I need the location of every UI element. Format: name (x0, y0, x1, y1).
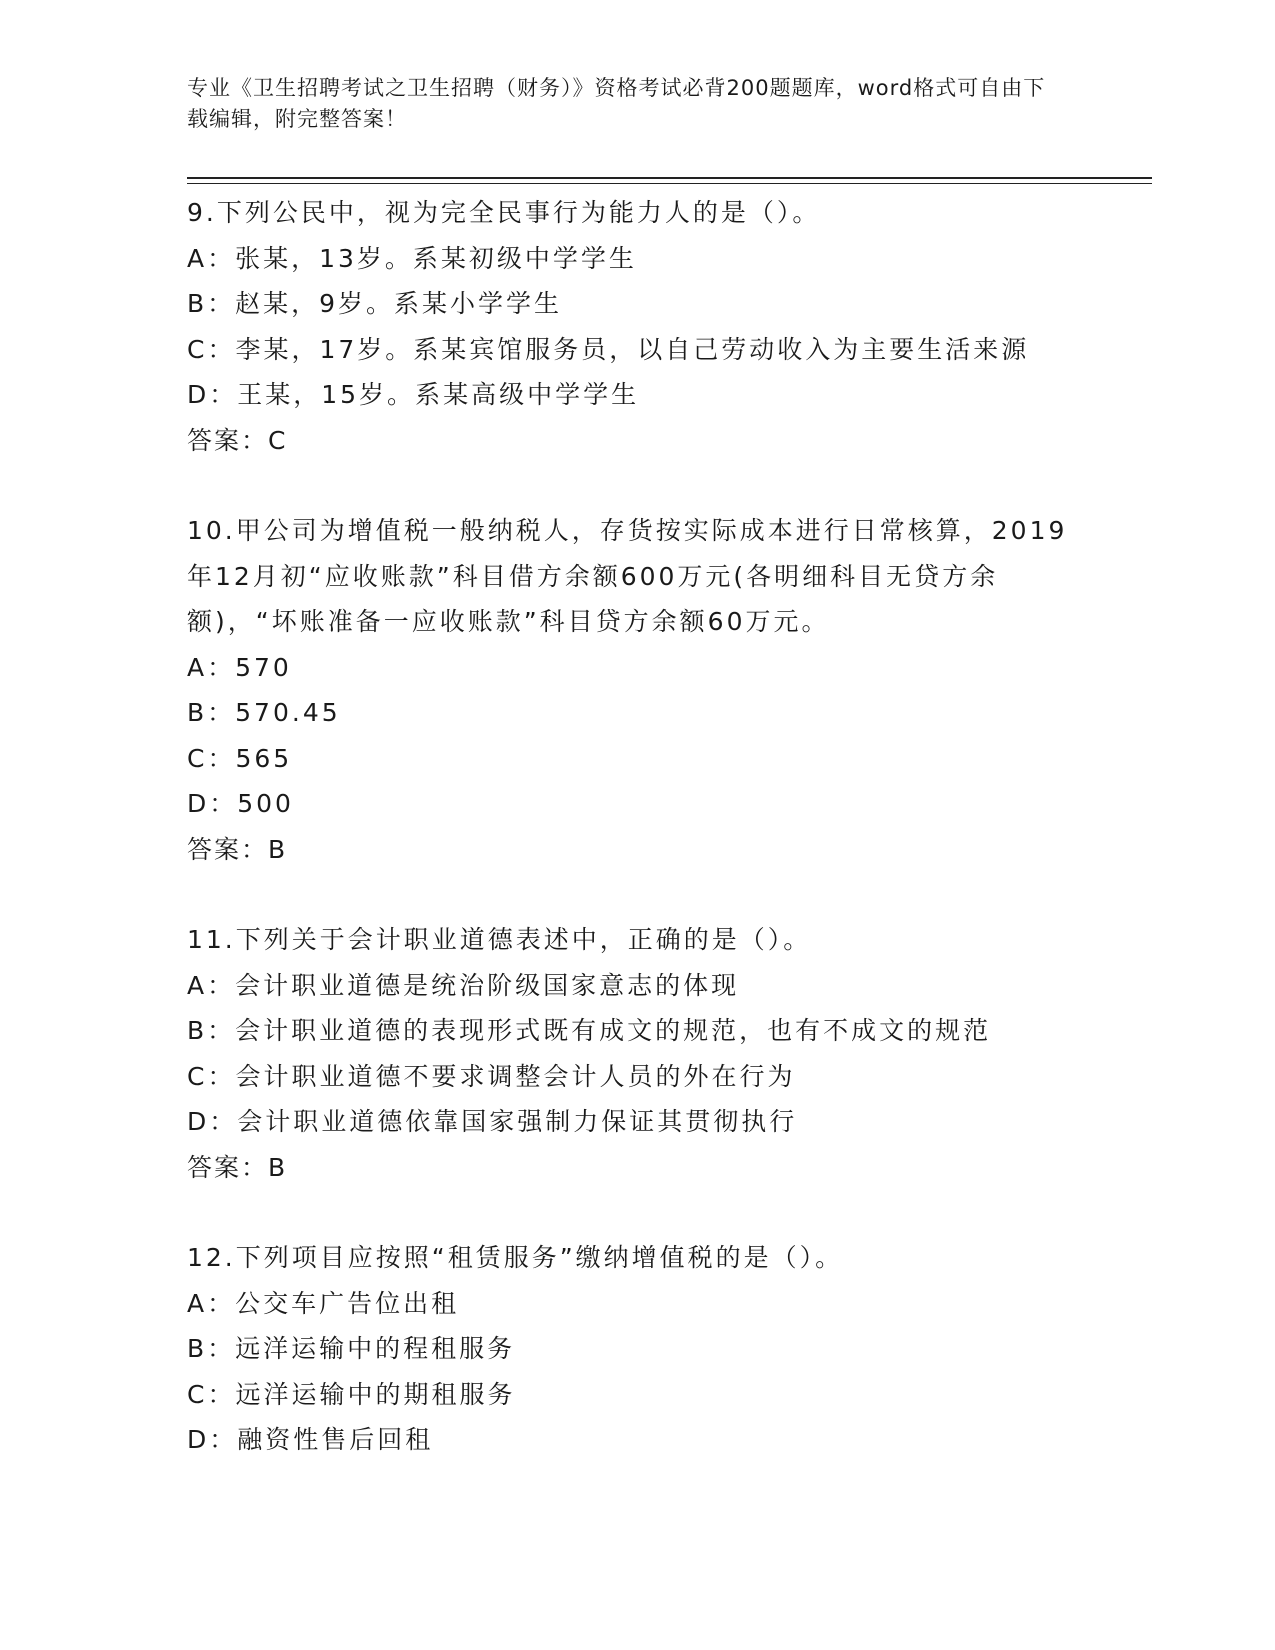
answer-label: 答案： (187, 834, 269, 864)
option-d: D：融资性售后回租 (187, 1425, 434, 1454)
question-10 (187, 508, 1087, 872)
question-stem: 10.甲公司为增值税一般纳税人，存货按实际成本进行日常核算，2019年12月初“应收账款”科目借方余额600万元(各明细科目无贷方余额)，“坏账准备一应收账款”科目贷方余额60万元。 (187, 516, 1068, 636)
answer-value: B (268, 1152, 288, 1182)
answer-value: C (268, 425, 288, 455)
option-c: C：565 (187, 743, 293, 773)
option-c: C：远洋运输中的期租服务 (187, 1379, 516, 1409)
option-a: A：会计职业道德是统治阶级国家意志的体现 (187, 970, 740, 1000)
question-stem: 12.下列项目应按照“租赁服务”缴纳增值税的是（）。 (187, 1243, 844, 1272)
header-divider-thin (187, 183, 1152, 184)
question-stem: 9.下列公民中，视为完全民事行为能力人的是（）。 (187, 198, 821, 227)
answer-label: 答案： (187, 1152, 269, 1182)
answer-line (187, 827, 1087, 873)
answer-line (187, 1145, 1087, 1191)
question-list (187, 190, 1087, 1463)
option-b: B：赵某，9岁。系某小学学生 (187, 289, 563, 318)
option-b: B：570.45 (187, 698, 341, 727)
question-stem: 11.下列关于会计职业道德表述中，正确的是（）。 (187, 925, 812, 954)
option-b: B：远洋运输中的程租服务 (187, 1334, 516, 1363)
option-c: C：李某，17岁。系某宾馆服务员，以自己劳动收入为主要生活来源 (187, 334, 1030, 364)
option-c: C：会计职业道德不要求调整会计人员的外在行为 (187, 1061, 796, 1091)
question-12 (187, 1235, 1087, 1463)
option-d: D：会计职业道德依靠国家强制力保证其贯彻执行 (187, 1107, 798, 1136)
question-9 (187, 190, 1087, 463)
option-a: A：公交车广告位出租 (187, 1288, 460, 1318)
option-d: D：王某，15岁。系某高级中学学生 (187, 380, 640, 409)
header-divider-thick (187, 177, 1152, 179)
answer-line (187, 418, 1087, 464)
option-a: A：570 (187, 652, 292, 682)
question-11 (187, 917, 1087, 1190)
option-d: D：500 (187, 789, 294, 818)
answer-label: 答案： (187, 425, 269, 455)
document-header: 专业《卫生招聘考试之卫生招聘（财务）》资格考试必背200题题库，word格式可自由下载编辑，附完整答案！ (187, 76, 1046, 131)
option-a: A：张某，13岁。系某初级中学学生 (187, 243, 637, 273)
answer-value: B (268, 834, 288, 864)
option-b: B：会计职业道德的表现形式既有成文的规范，也有不成文的规范 (187, 1016, 992, 1045)
